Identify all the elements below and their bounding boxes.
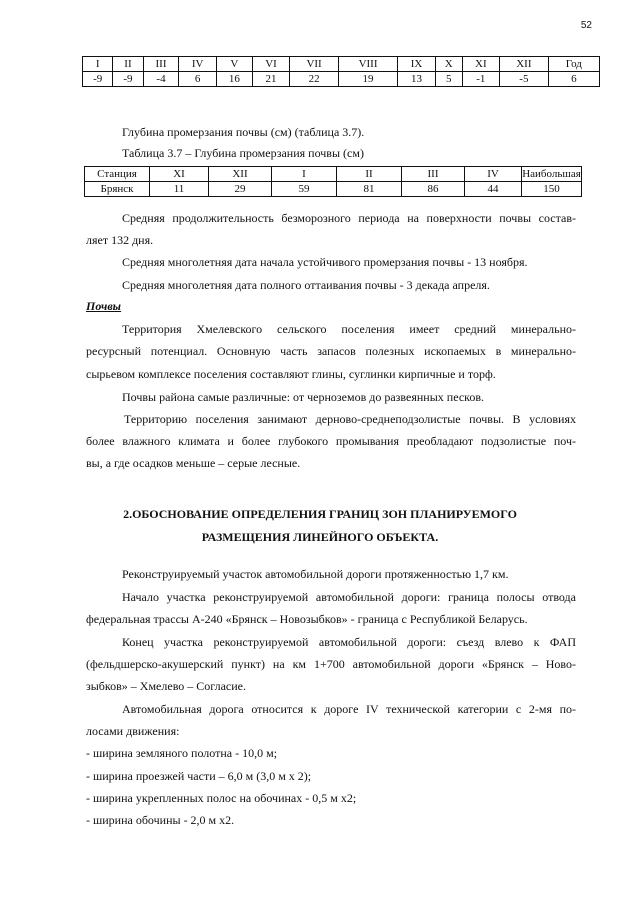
temperature-table xyxy=(82,56,600,87)
table-row xyxy=(85,167,582,182)
table-cell: Наибольшая xyxy=(522,168,581,180)
table-cell: 21 xyxy=(252,72,290,87)
paragraph-line: Средняя многолетняя дата полного оттаивания почвы - 3 декада апреля. xyxy=(122,278,490,292)
paragraph-line: Конец участка реконструируемой автомобильной дороги: съезд влево к ФАП xyxy=(122,635,576,649)
list-item: - ширина обочины - 2,0 м х2. xyxy=(86,813,235,827)
paragraph-line: вы, а где осадков меньше – серые лесные. xyxy=(86,456,301,470)
table-cell: III xyxy=(402,167,465,182)
table-cell: -9 xyxy=(113,72,143,87)
table-cell: 150 xyxy=(522,182,582,197)
paragraph-line: Территорию поселения занимают дерново-среднеподзолистые почвы. В условиях xyxy=(124,412,576,426)
table-cell: XI xyxy=(462,57,500,72)
table-cell: II xyxy=(337,167,402,182)
table-cell: III xyxy=(143,57,179,72)
table-cell: 19 xyxy=(338,72,397,87)
list-item: - ширина земляного полотна - 10,0 м; xyxy=(86,746,278,760)
paragraph-line: лосами движения: xyxy=(86,724,180,738)
table-cell: X xyxy=(435,57,462,72)
list-item: - ширина проезжей части – 6,0 м (3,0 м х 2); xyxy=(86,769,312,783)
table-cell: VI xyxy=(252,57,290,72)
depth-intro: Глубина промерзания почвы (см) (таблица 3.7). xyxy=(122,125,365,139)
table-cell: IV xyxy=(179,57,217,72)
section-heading: РАЗМЕЩЕНИЯ ЛИНЕЙНОГО ОБЪЕКТА. xyxy=(201,530,439,544)
table-cell: -5 xyxy=(500,72,549,87)
paragraph-line: Реконструируемый участок автомобильной дороги протяженностью 1,7 км. xyxy=(122,567,509,581)
table-cell: XII xyxy=(209,167,272,182)
table-cell: 29 xyxy=(209,182,272,197)
table-cell: -1 xyxy=(462,72,500,87)
paragraph-line: ляет 132 дня. xyxy=(86,233,154,247)
section-heading: 2.ОБОСНОВАНИЕ ОПРЕДЕЛЕНИЯ ГРАНИЦ ЗОН ПЛАНИРУЕМОГО xyxy=(123,507,517,521)
table-cell: I xyxy=(272,167,337,182)
table-cell: 59 xyxy=(272,182,337,197)
table-cell: 86 xyxy=(402,182,465,197)
table-cell: 11 xyxy=(150,182,209,197)
table-row xyxy=(83,72,600,87)
paragraph-line: Территория Хмелевского сельского поселения имеет средний минерально- xyxy=(122,322,576,336)
table-cell: 13 xyxy=(398,72,436,87)
table-cell: Станция xyxy=(85,167,150,182)
table-cell: -9 xyxy=(83,72,113,87)
paragraph-line: (фельдшерско-акушерский пункт) на км 1+700 автомобильной дороги «Брянск – Ново- xyxy=(86,657,576,671)
table-cell: VII xyxy=(290,57,339,72)
paragraph-line: федеральная трассы А-240 «Брянск – Новозыбков» - граница с Республикой Беларусь. xyxy=(86,612,528,626)
paragraph-line: Начало участка реконструируемой автомобильной дороги: граница полосы отвода xyxy=(122,590,576,604)
table-cell: 44 xyxy=(465,182,522,197)
table-cell: IX xyxy=(398,57,436,72)
table-cell: 6 xyxy=(548,72,599,87)
table-cell: 81 xyxy=(337,182,402,197)
table-cell: V xyxy=(216,57,252,72)
paragraph-line: Средняя многолетняя дата начала устойчивого промерзания почвы - 13 ноября. xyxy=(122,255,528,269)
table-cell: 6 xyxy=(179,72,217,87)
paragraph-line: ресурсный потенциал. Основную часть запасов полезных ископаемых в минерально- xyxy=(86,344,576,358)
page-number: 52 xyxy=(580,20,592,31)
table-cell: 16 xyxy=(216,72,252,87)
paragraph-line: Почвы района самые различные: от черноземов до развеянных песков. xyxy=(122,390,485,404)
paragraph-line: более влажного климата и более глубокого промывания преобладают подзолистые поч- xyxy=(86,434,576,448)
table-cell: XI xyxy=(150,167,209,182)
table-cell: -4 xyxy=(143,72,179,87)
table-caption: Таблица 3.7 – Глубина промерзания почвы (см) xyxy=(122,146,364,160)
table-cell: Брянск xyxy=(85,182,150,197)
table-row xyxy=(83,57,600,72)
table-row xyxy=(85,182,582,197)
section-title-soils: Почвы xyxy=(86,299,122,313)
table-cell: I xyxy=(83,57,113,72)
table-cell: XII xyxy=(500,57,549,72)
paragraph-line: сырьевом комплексе поселения составляют глины, суглинки кирпичные и торф. xyxy=(86,367,496,381)
paragraph-line: зыбков» – Хмелево – Согласие. xyxy=(86,679,246,693)
paragraph-line: Средняя продолжительность безморозного периода на поверхности почвы состав- xyxy=(122,211,576,225)
table-cell: 5 xyxy=(435,72,462,87)
frost-depth-table xyxy=(84,166,582,197)
table-cell: 22 xyxy=(290,72,339,87)
list-item: - ширина укрепленных полос на обочинах - 0,5 м х2; xyxy=(86,791,357,805)
table-cell: IV xyxy=(465,167,522,182)
paragraph-line: Автомобильная дорога относится к дороге IV технической категории с 2-мя по- xyxy=(122,702,576,716)
table-cell: Год xyxy=(548,57,599,72)
table-cell: VIII xyxy=(338,57,397,72)
table-cell: II xyxy=(113,57,143,72)
